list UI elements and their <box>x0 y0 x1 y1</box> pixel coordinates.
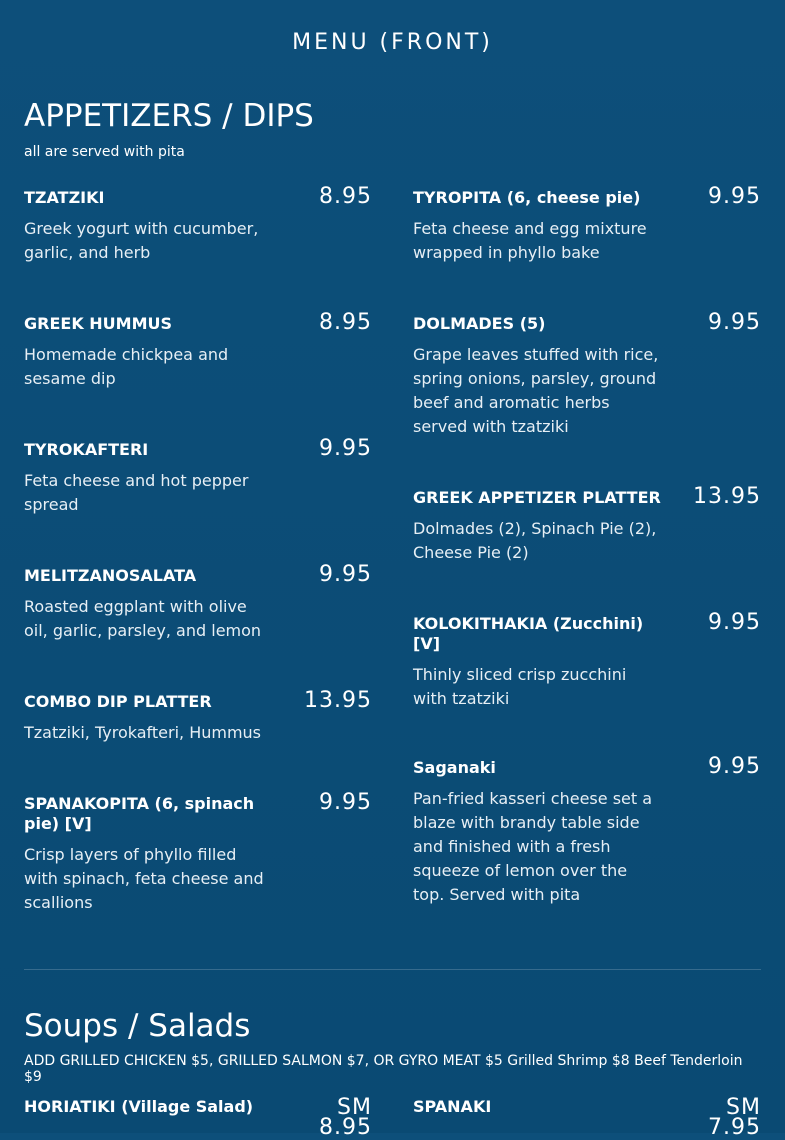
item-name: TYROKAFTERI <box>24 440 149 459</box>
soups-salads-note: ADD GRILLED CHICKEN $5, GRILLED SALMON $7, OR GYRO MEAT $5 Grilled Shrimp $8 Beef Tenderloin $9 <box>24 1053 743 1085</box>
item-description: Crisp layers of phyllo filled with spinach, feta cheese and scallions <box>24 845 264 912</box>
item-price: 13.95 <box>304 688 372 713</box>
item-description: Feta cheese and hot pepper spread <box>24 471 249 514</box>
section-divider <box>24 969 761 970</box>
item-price: 8.95 <box>319 1115 372 1140</box>
item-name: SPANAKOPITA (6, spinach pie) [V] <box>24 794 255 833</box>
item-description: Greek yogurt with cucumber, garlic, and herb <box>24 219 259 262</box>
menu-title: MENU (FRONT) <box>292 30 493 55</box>
item-price: 7.95 <box>708 1115 761 1140</box>
item-description: Roasted eggplant with olive oil, garlic, parsley, and lemon <box>24 597 262 640</box>
item-name: COMBO DIP PLATTER <box>24 692 212 711</box>
item-price: 9.95 <box>319 562 372 587</box>
item-description: Grape leaves stuffed with rice, spring onions, parsley, ground beef and aromatic herbs served with tzatziki <box>413 345 659 436</box>
item-name: HORIATIKI (Village Salad) <box>24 1097 254 1116</box>
appetizers-title: APPETIZERS / DIPS <box>24 98 314 134</box>
item-price: 9.95 <box>708 610 761 635</box>
item-name: SPANAKI <box>413 1097 492 1116</box>
item-price: 13.95 <box>693 484 761 509</box>
soups-salads-title: Soups / Salads <box>24 1008 251 1044</box>
item-description: Homemade chickpea and sesame dip <box>24 345 229 388</box>
item-description: Pan-fried kasseri cheese set a blaze with brandy table side and finished with a fresh squeeze of lemon over the top. Served with pita <box>413 789 653 904</box>
item-description: Dolmades (2), Spinach Pie (2), Cheese Pie (2) <box>413 519 657 562</box>
item-price: 9.95 <box>708 184 761 209</box>
item-price: 9.95 <box>708 754 761 779</box>
item-price: 9.95 <box>708 310 761 335</box>
item-price: 9.95 <box>319 436 372 461</box>
item-name: MELITZANOSALATA <box>24 566 197 585</box>
item-name: KOLOKITHAKIA (Zucchini) [V] <box>413 614 644 653</box>
item-name: TZATZIKI <box>24 188 105 207</box>
item-size: SM <box>337 1095 372 1120</box>
item-name: Saganaki <box>413 758 496 777</box>
appetizers-note: all are served with pita <box>24 144 185 160</box>
item-description: Tzatziki, Tyrokafteri, Hummus <box>24 723 262 742</box>
item-description: Thinly sliced crisp zucchini with tzatziki <box>413 665 627 708</box>
item-description: Feta cheese and egg mixture wrapped in phyllo bake <box>413 219 647 262</box>
item-price: 8.95 <box>319 184 372 209</box>
item-name: TYROPITA (6, cheese pie) <box>413 188 641 207</box>
item-price: 9.95 <box>319 790 372 815</box>
item-name: GREEK HUMMUS <box>24 314 173 333</box>
item-name: DOLMADES (5) <box>413 314 546 333</box>
item-price: 8.95 <box>319 310 372 335</box>
item-size: SM <box>726 1095 761 1120</box>
item-name: GREEK APPETIZER PLATTER <box>413 488 661 507</box>
